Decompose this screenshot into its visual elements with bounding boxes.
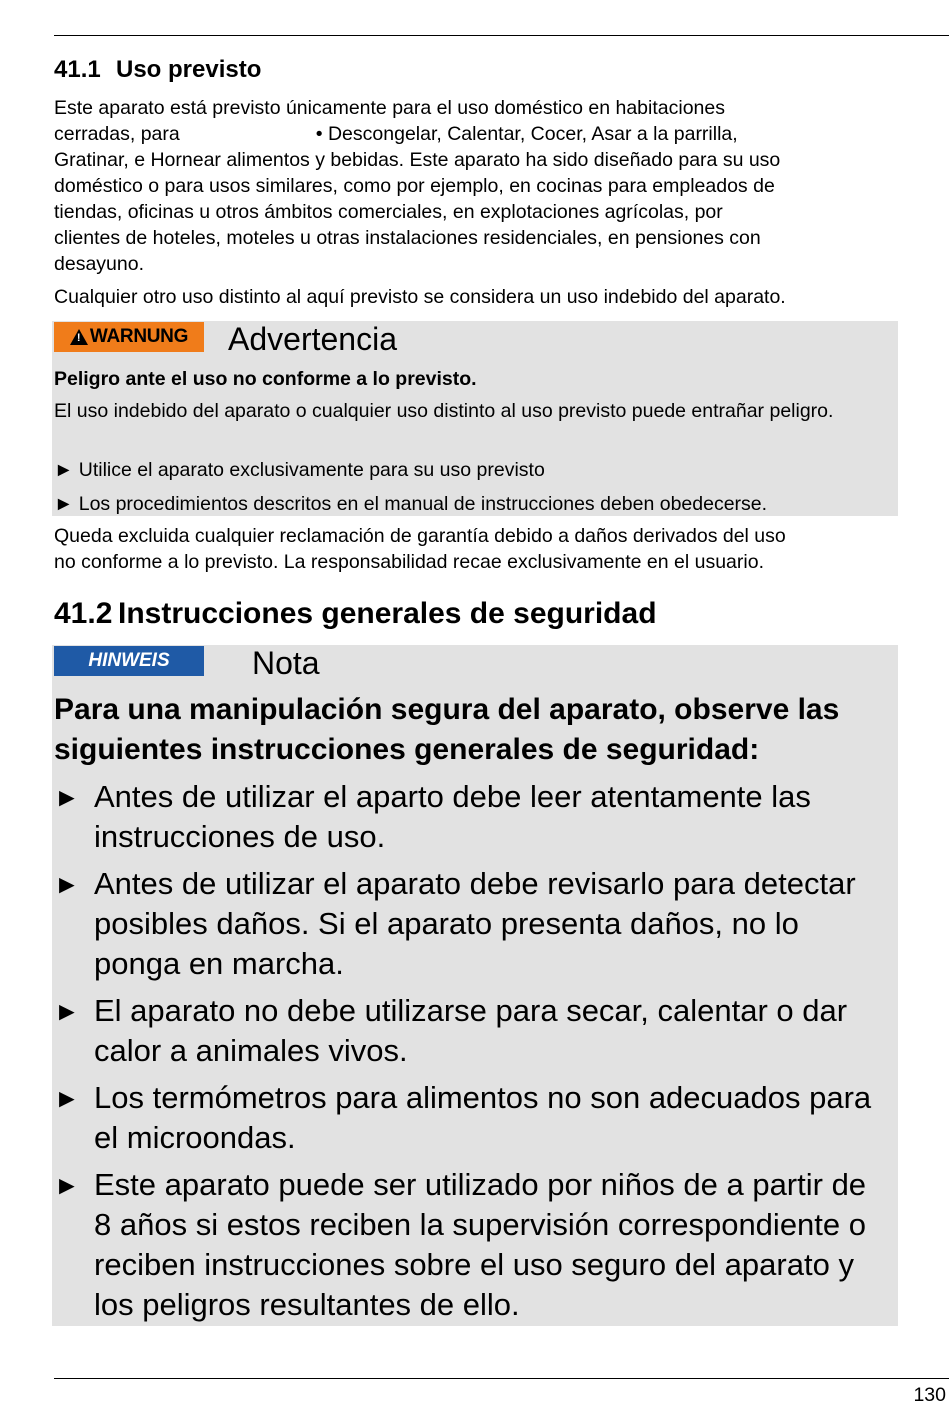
text-line: reciben instrucciones sobre el uso seguro del aparato y xyxy=(94,1247,854,1282)
section-number: 41.1 xyxy=(54,56,101,83)
bullet-arrow-icon: ► xyxy=(54,869,80,899)
text-line: Para una manipulación segura del aparato, observe las xyxy=(54,693,840,726)
text-line: desayuno. xyxy=(54,253,144,275)
text-line: Antes de utilizar el aparato debe revisarlo para detectar xyxy=(94,866,856,901)
text-line: Gratinar, e Hornear alimentos y bebidas. Este aparato ha sido diseñado para su uso xyxy=(54,149,781,171)
text-line: doméstico o para usos similares, como por ejemplo, en cocinas para empleados de xyxy=(54,175,775,197)
page-number: 130 xyxy=(913,1384,946,1406)
text-line: tiendas, oficinas u otros ámbitos comerciales, en explotaciones agrícolas, por xyxy=(54,201,723,223)
warning-item: ► Utilice el aparato exclusivamente para su uso previsto xyxy=(54,459,545,481)
warning-heading: Peligro ante el uso no conforme a lo previsto. xyxy=(54,368,477,390)
warning-box xyxy=(52,321,898,516)
header-rule xyxy=(54,35,949,36)
text-line: Este aparato está previsto únicamente para el uso doméstico en habitaciones xyxy=(54,97,725,119)
text-line: instrucciones de uso. xyxy=(94,819,386,854)
warning-triangle-icon xyxy=(70,329,88,345)
text-fragment: • Descongelar, Calentar, Cocer, Asar a la parrilla, xyxy=(315,123,738,145)
section-number: 41.2 xyxy=(54,597,113,630)
text-line: no conforme a lo previsto. La responsabilidad recae exclusivamente en el usuario. xyxy=(54,551,764,573)
notice-signal-label: HINWEIS xyxy=(54,646,204,676)
warning-title: Advertencia xyxy=(228,321,397,357)
footer-rule xyxy=(54,1378,949,1379)
text-line: clientes de hoteles, moteles u otras instalaciones residenciales, en pensiones con xyxy=(54,227,761,249)
section-title: Uso previsto xyxy=(116,56,262,83)
text-line: ponga en marcha. xyxy=(94,946,344,981)
text-line: Los termómetros para alimentos no son adecuados para xyxy=(94,1080,872,1115)
bullet-arrow-icon: ► xyxy=(54,782,80,812)
text-line: los peligros resultantes de ello. xyxy=(94,1287,520,1322)
text-line: Queda excluida cualquier reclamación de garantía debido a daños derivados del uso xyxy=(54,525,786,547)
text-line xyxy=(54,121,904,147)
text-line: calor a animales vivos. xyxy=(94,1033,408,1068)
bullet-arrow-icon: ► xyxy=(54,493,74,515)
warranty-paragraph xyxy=(54,523,904,575)
warning-signal-label: ! WARNUNG xyxy=(54,322,204,352)
section-title: Instrucciones generales de seguridad xyxy=(118,597,657,630)
notice-lead xyxy=(54,690,894,770)
text-fragment: cerradas, para xyxy=(54,123,180,145)
warning-item: ► Los procedimientos descritos en el manual de instrucciones deben obedecerse. xyxy=(54,493,768,515)
bullet-arrow-icon: ► xyxy=(54,1170,80,1200)
misuse-paragraph: Cualquier otro uso distinto al aquí previsto se considera un uso indebido del aparato. xyxy=(54,286,786,308)
section-heading-uso-previsto xyxy=(54,56,261,84)
text-line: El aparato no debe utilizarse para secar, calentar o dar xyxy=(94,993,848,1028)
text-line: siguientes instrucciones generales de seguridad: xyxy=(54,733,760,766)
warning-description: El uso indebido del aparato o cualquier uso distinto al uso previsto puede entrañar peligro. xyxy=(54,400,834,422)
text-line: posibles daños. Si el aparato presenta daños, no lo xyxy=(94,906,799,941)
section-heading-safety xyxy=(54,597,657,631)
text-line: Este aparato puede ser utilizado por niños de a partir de xyxy=(94,1167,867,1202)
text-line: 8 años si estos reciben la supervisión correspondiente o xyxy=(94,1207,867,1242)
notice-title: Nota xyxy=(252,645,320,681)
text-line: Antes de utilizar el aparto debe leer atentamente las xyxy=(94,779,811,814)
bullet-arrow-icon: ► xyxy=(54,459,74,481)
bullet-arrow-icon: ► xyxy=(54,1083,80,1113)
notice-box xyxy=(52,645,898,1326)
text-line: el microondas. xyxy=(94,1120,296,1155)
bullet-arrow-icon: ► xyxy=(54,996,80,1026)
intended-use-paragraph xyxy=(54,95,904,277)
